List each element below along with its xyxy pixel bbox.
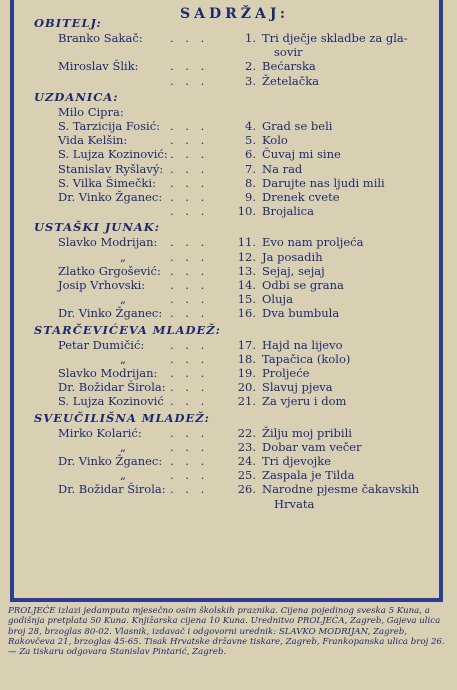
entry-number: 5.: [245, 133, 256, 148]
author-name: Stanislav Ryšlavý:: [58, 161, 164, 176]
leader-dots: . . .: [170, 337, 209, 352]
song-title: Tri dječje skladbe za gla-: [262, 31, 408, 45]
song-title: Čuvaj mi sine: [262, 147, 341, 162]
leader-dots: . . .: [170, 59, 209, 74]
song-title: Hrvata: [274, 496, 315, 511]
author-name: „: [120, 468, 126, 483]
author-name: „: [120, 292, 126, 307]
entry-number: 20.: [237, 380, 256, 395]
leader-dots: . . .: [170, 366, 209, 380]
leader-dots: . . .: [170, 454, 209, 468]
footer-text: PROLJEĆE izlazi jedamputa mjesečno osim školskih praznika. Cijena pojedinog sveska 5 Kuna, a godišnja pretplata 50 Kuna. Knjižarska cijena 10 Kuna. Urednitvo PROLJEĆA, Zagreb, Gajeva ulica broj 28, brzoglas 80-02. Vlasnik, izdavač i odgovorni urednik: SLAVKO MODRIJAN, Zagreb, Rakovčeva 21, brzoglas 45-65. Tisak Hrvatske državne tiskare, Zagreb, Frankopanska ulica broj 26. — Za tiskaru odgovara Stanislav Pintarić, Zagreb.: [8, 606, 445, 658]
song-title: Grad se beli: [262, 119, 333, 133]
leader-dots: . . .: [170, 147, 209, 162]
section-heading: UZDANICA:: [34, 89, 119, 104]
entry-number: 8.: [245, 175, 256, 190]
leader-dots: . . .: [170, 351, 209, 366]
song-title: Dva bumbula: [262, 306, 340, 321]
leader-dots: . . .: [170, 306, 209, 321]
entry-number: 25.: [237, 468, 256, 483]
author-name: Petar Dumičić:: [58, 337, 145, 352]
song-title: Slavuj pjeva: [262, 380, 333, 395]
entry-number: 1.: [245, 31, 256, 45]
song-title: Proljeće: [262, 366, 310, 380]
song-title: Drenek cvete: [262, 190, 340, 204]
entry-number: 18.: [237, 351, 256, 366]
leader-dots: . . .: [170, 292, 209, 307]
author-name: Vida Kelšin:: [58, 133, 128, 148]
entry-number: 14.: [237, 278, 256, 292]
entry-number: 13.: [237, 263, 256, 278]
author-name: Dr. Vinko Žganec:: [58, 454, 163, 468]
song-title: Brojalica: [262, 204, 314, 219]
entry-number: 11.: [237, 235, 256, 250]
author-name: Milo Cipra:: [58, 104, 124, 119]
entry-number: 19.: [237, 366, 256, 380]
author-name: „: [120, 439, 126, 454]
song-title: Za vjeru i dom: [262, 394, 347, 409]
leader-dots: . . .: [170, 204, 209, 219]
song-title: Hajd na lijevo: [262, 337, 343, 352]
entry-number: 24.: [237, 454, 256, 468]
section-heading: USTAŠKI JUNAK:: [34, 220, 161, 235]
song-title: Bećarska: [262, 59, 316, 74]
song-title: Tri djevojke: [262, 454, 331, 468]
entry-number: 15.: [237, 292, 256, 307]
entry-number: 12.: [237, 249, 256, 264]
author-name: S. Lujza Kozinović:: [58, 147, 168, 162]
song-title: Zaspala je Tilda: [262, 468, 355, 483]
author-name: Dr. Vinko Žganec:: [58, 306, 163, 321]
song-title: Evo nam proljeća: [262, 235, 364, 250]
section-heading: SVEUČILIŠNA MLADEŽ:: [34, 410, 210, 425]
leader-dots: . . .: [170, 249, 209, 264]
entry-number: 26.: [237, 482, 256, 497]
author-name: S. Vilka Šimečki:: [58, 175, 156, 190]
author-name: „: [120, 249, 126, 264]
author-name: Miroslav Šlik:: [58, 59, 139, 74]
song-title: Dobar vam večer: [262, 439, 362, 454]
song-title: Na rad: [262, 161, 303, 176]
entry-number: 21.: [237, 394, 256, 409]
entry-number: 3.: [245, 73, 256, 88]
author-name: S. Tarzicija Fosić:: [58, 119, 161, 133]
song-title: Darujte nas ljudi mili: [262, 175, 385, 190]
song-title: Narodne pjesme čakavskih: [262, 482, 420, 497]
author-name: Dr. Božidar Širola:: [58, 482, 166, 497]
leader-dots: . . .: [170, 425, 209, 440]
section-heading: STARČEVIĆEVA MLADEŽ:: [34, 322, 221, 337]
leader-dots: . . .: [170, 31, 209, 45]
author-name: Branko Sakač:: [58, 31, 143, 45]
song-title: sovir: [274, 45, 303, 60]
song-title: Sejaj, sejaj: [262, 263, 325, 278]
entry-number: 23.: [237, 439, 256, 454]
entry-number: 6.: [245, 147, 256, 162]
leader-dots: . . .: [170, 133, 209, 148]
leader-dots: . . .: [170, 175, 209, 190]
page-title: SADRŽAJ:: [180, 6, 290, 22]
author-name: S. Lujza Kozinović: [58, 394, 164, 409]
leader-dots: . . .: [170, 235, 209, 250]
entry-number: 2.: [245, 59, 256, 74]
author-name: Dr. Vinko Žganec:: [58, 190, 163, 204]
leader-dots: . . .: [170, 119, 209, 133]
song-title: Žilju moj pribili: [262, 425, 352, 440]
entry-number: 22.: [237, 425, 256, 440]
author-name: Josip Vrhovski:: [58, 278, 146, 292]
entry-number: 9.: [245, 190, 256, 204]
entry-number: 16.: [237, 306, 256, 321]
leader-dots: . . .: [170, 439, 209, 454]
author-name: Dr. Božidar Širola:: [58, 380, 166, 395]
leader-dots: . . .: [170, 394, 209, 409]
song-title: Ja posadih: [262, 249, 323, 264]
leader-dots: . . .: [170, 161, 209, 176]
entry-number: 7.: [245, 161, 256, 176]
entry-number: 17.: [237, 337, 256, 352]
author-name: Zlatko Grgošević:: [58, 263, 161, 278]
author-name: Slavko Modrijan:: [58, 235, 158, 250]
author-name: „: [120, 351, 126, 366]
author-name: Mirko Kolarić:: [58, 425, 142, 440]
leader-dots: . . .: [170, 380, 209, 395]
leader-dots: . . .: [170, 73, 209, 88]
song-title: Tapačica (kolo): [262, 351, 351, 366]
leader-dots: . . .: [170, 263, 209, 278]
song-title: Kolo: [262, 133, 288, 148]
song-title: Žetelačka: [262, 73, 320, 88]
leader-dots: . . .: [170, 278, 209, 292]
section-heading: OBITELJ:: [34, 16, 102, 30]
song-title: Odbi se grana: [262, 278, 344, 292]
leader-dots: . . .: [170, 190, 209, 204]
song-title: Oluja: [262, 292, 293, 307]
leader-dots: . . .: [170, 468, 209, 483]
author-name: Slavko Modrijan:: [58, 366, 158, 380]
leader-dots: . . .: [170, 482, 209, 497]
entry-number: 10.: [237, 204, 256, 219]
entry-number: 4.: [245, 119, 256, 133]
